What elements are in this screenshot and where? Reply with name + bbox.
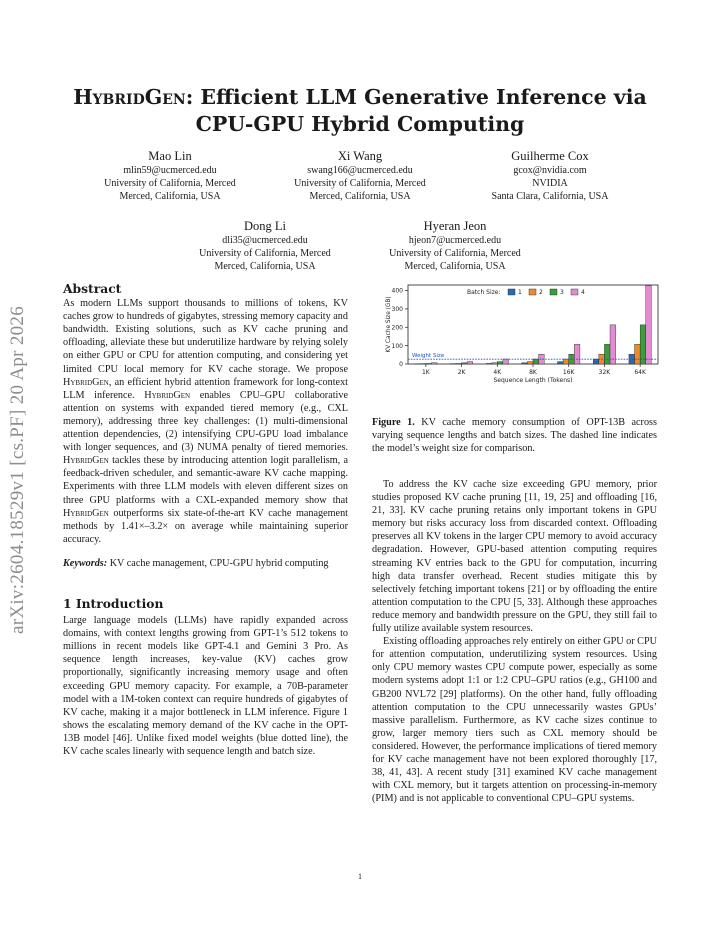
bar-8K-batch-3	[533, 359, 539, 364]
figure-caption	[372, 416, 657, 455]
legend-label-batch-3: 3	[560, 289, 564, 297]
bar-16K-batch-2	[563, 359, 569, 364]
author-location: Merced, California, USA	[119, 191, 221, 202]
x-tick-label: 32K	[598, 369, 611, 376]
right-column	[372, 478, 657, 805]
figure-label: Figure 1.	[372, 417, 415, 428]
x-tick-label: 4K	[493, 369, 502, 376]
author-name: Guilherme Cox	[511, 149, 589, 163]
y-tick-label: 300	[391, 306, 403, 314]
author-name: Mao Lin	[148, 149, 192, 163]
y-tick-label: 100	[391, 342, 403, 350]
plot-frame	[408, 285, 658, 364]
bar-32K-batch-1	[593, 359, 599, 364]
bar-2K-batch-2	[456, 363, 462, 364]
system-name: HybridGen	[63, 376, 109, 388]
keywords	[63, 557, 348, 570]
abstract-part: outperforms six state-of-the-art KV cache management methods by 1.41×–3.2× on average while maintaining superior accuracy.	[63, 507, 348, 545]
bar-32K-batch-3	[604, 344, 610, 364]
x-axis-label: Sequence Length (Tokens)	[493, 377, 573, 384]
legend-title: Batch Size:	[467, 289, 501, 296]
system-name: HybridGen	[63, 455, 109, 467]
kv-cache-chart	[378, 280, 662, 412]
bar-4K-batch-4	[503, 359, 509, 364]
author-email: dli35@ucmerced.edu	[222, 235, 308, 246]
legend-label-batch-1: 1	[518, 289, 522, 297]
keywords-label: Keywords:	[63, 557, 108, 569]
x-tick-label: 8K	[529, 369, 537, 376]
bar-16K-batch-1	[558, 362, 564, 364]
author-affiliation: University of California, Merced	[294, 178, 426, 189]
left-column	[63, 282, 348, 758]
body-paragraph: Existing offloading approaches rely entirely on either GPU or CPU for attention computation, underutilizing system resources. Using only CPU memory wastes CPU compute power, especially as some modern systems adopt 1:1 or 1:2 CPU–GPU ratios (e.g., GH100 and GB200 NVL72 [29] platforms). On the other hand, fully offloading attention computation to the CPU unnecessarily wastes GPUs’ massive parallelism. Furthermore, as KV cache sizes continue to grow, larger memory tiers such as CXL memory should be considered. However, the performance implications of tiered memory for KV cache management have not been explored thoroughly [17, 38, 41, 43]. A recent study [31] examined KV cache management with CXL memory, but it targets attention on processing-in-memory (PIM) and is not applicable to conventional CPU–GPU systems.	[372, 636, 657, 805]
bar-64K-batch-2	[635, 344, 641, 364]
weight-size-label: Weight Size	[412, 353, 445, 360]
x-tick-label: 64K	[634, 369, 646, 376]
chart-root	[386, 285, 658, 384]
author-affiliation: University of California, Merced	[199, 248, 331, 259]
system-name: HybridGen	[144, 389, 191, 401]
author-location: Santa Clara, California, USA	[491, 191, 609, 202]
author-affiliation: NVIDIA	[532, 178, 568, 189]
title-line1: : Efficient LLM Generative Inference via	[185, 85, 647, 109]
legend-label-batch-4: 4	[581, 289, 585, 297]
author-block-4	[165, 218, 365, 273]
legend-swatch-batch-3	[550, 289, 557, 295]
bar-64K-batch-4	[646, 286, 652, 364]
paper-title	[60, 84, 660, 138]
keywords-text: KV cache management, CPU-GPU hybrid computing	[107, 557, 329, 569]
x-tick-label: 2K	[457, 369, 466, 376]
author-block-5	[355, 218, 555, 273]
title-line2: CPU-GPU Hybrid Computing	[195, 112, 525, 136]
legend-label-batch-2: 2	[539, 289, 543, 297]
y-tick-label: 200	[391, 324, 403, 332]
y-tick-label: 400	[391, 287, 403, 295]
abstract-part: tackles these by introducing attention logit parallelism, a feedback-driven scheduler, and semantic-aware KV cache mapping. Experiments with three LLM models with eleven different sizes on three GPU platforms with a CXL-expanded memory show that	[63, 455, 348, 506]
legend-swatch-batch-1	[508, 289, 515, 295]
author-location: Merced, California, USA	[404, 261, 506, 272]
arxiv-stamp-text: arXiv:2604.18529v1 [cs.PF] 20 Apr 2026	[7, 305, 28, 635]
bar-8K-batch-1	[522, 363, 528, 364]
title-system-name: HybridGen	[73, 85, 186, 109]
bar-32K-batch-4	[610, 325, 616, 364]
bar-2K-batch-4	[467, 362, 473, 364]
author-affiliation: University of California, Merced	[389, 248, 521, 259]
author-location: Merced, California, USA	[309, 191, 411, 202]
abstract-text	[63, 297, 348, 546]
bar-1K-batch-4	[431, 363, 437, 364]
bar-1K-batch-3	[426, 363, 432, 364]
abstract-heading: Abstract	[63, 281, 122, 296]
abstract-part: , an efficient hybrid attention framework for long-context LLM inference.	[63, 376, 348, 401]
body-paragraph: To address the KV cache size exceeding GPU memory, prior studies proposed KV cache pruning [11, 19, 25] and offloading [16, 21, 33]. KV cache pruning retains only important tokens in GPU memory but risks accuracy loss from discarded context. Offloading preserves all KV tokens in the larger CPU memory to avoid accuracy degradation. However, GPU-based attention computing requires streaming KV entries back to the GPU for computation, incurring high data transfer overhead. Recent studies mitigate this by selectively fetching important tokens [21] or by offloading the entire attention computation to the CPU [5, 33]. Although these approaches reduce memory and bandwidth pressure on the GPU, they still fail to fully utilize available system resources.	[372, 479, 657, 635]
legend-swatch-batch-4	[571, 289, 578, 295]
x-tick-label: 1K	[421, 369, 430, 376]
author-name: Hyeran Jeon	[423, 219, 487, 233]
abstract-part: As modern LLMs support thousands to millions of tokens, KV caches grow to hundreds of gigabytes, stressing memory capacity and bandwidth. Existing solutions, such as KV cache pruning and offloading, alleviate these but underutilize hardware by relying solely on either GPU or CPU for attention computing, and considering yet limited CPU local memory for KV cache storage. We propose	[63, 298, 348, 375]
author-email: gcox@nvidia.com	[513, 165, 587, 176]
author-block-2	[260, 148, 460, 203]
bar-16K-batch-4	[574, 344, 580, 364]
author-location: Merced, California, USA	[214, 261, 316, 272]
bar-4K-batch-1	[486, 363, 492, 364]
author-email: mlin59@ucmerced.edu	[123, 165, 217, 176]
author-name: Xi Wang	[337, 149, 383, 163]
abstract-part: enables CPU–GPU collaborative attention on systems with expanded tiered memory (e.g., CXL memory), addressing three key challenges: (1) multi-dimensional attention dependencies, (2) intensifying CPU-GPU load imbalance with longer sequences, and (3) NUMA penalty of tiered memories.	[63, 389, 348, 454]
author-email: swang166@ucmerced.edu	[307, 165, 413, 176]
author-email: hjeon7@ucmerced.edu	[408, 235, 502, 246]
legend-swatch-batch-2	[529, 289, 536, 295]
author-name: Dong Li	[243, 219, 286, 233]
section-heading-introduction: 1 Introduction	[63, 595, 164, 611]
bar-2K-batch-3	[462, 363, 468, 364]
y-tick-label: 0	[399, 361, 403, 369]
bar-4K-batch-3	[497, 362, 503, 364]
author-block-1	[70, 148, 270, 203]
page-number: 1	[358, 872, 362, 881]
author-block-3	[450, 148, 650, 203]
system-name: HybridGen	[63, 507, 109, 519]
bar-8K-batch-2	[527, 362, 533, 364]
figure-caption-text: KV cache memory consumption of OPT-13B across varying sequence lengths and batch sizes. The dashed line indicates the model’s weight size for comparison.	[372, 417, 657, 455]
author-affiliation: University of California, Merced	[104, 178, 236, 189]
x-tick-label: 16K	[562, 369, 575, 376]
y-axis-label: KV Cache Size (GB)	[386, 296, 392, 353]
bar-64K-batch-3	[640, 325, 646, 364]
intro-paragraph: Large language models (LLMs) have rapidly expanded across domains, with context lengths growing from GPT-1’s 512 tokens to millions in recent models like GPT-4.1 and Gemini 3 Pro. As sequence length increases, key-value (KV) caches grow proportionally, significantly increasing memory usage and often exceeding GPU memory capacity. For example, a 70B-parameter model with a 1M-token context can require hundreds of gigabytes of KV cache, making it a major bottleneck in LLM inference. Figure 1 shows the escalating memory demand of the KV cache in the OPT-13B model [46]. Unlike fixed model weights (blue dotted line), the KV cache scales linearly with sequence length and batch size.	[63, 615, 348, 757]
bar-4K-batch-2	[492, 363, 498, 364]
